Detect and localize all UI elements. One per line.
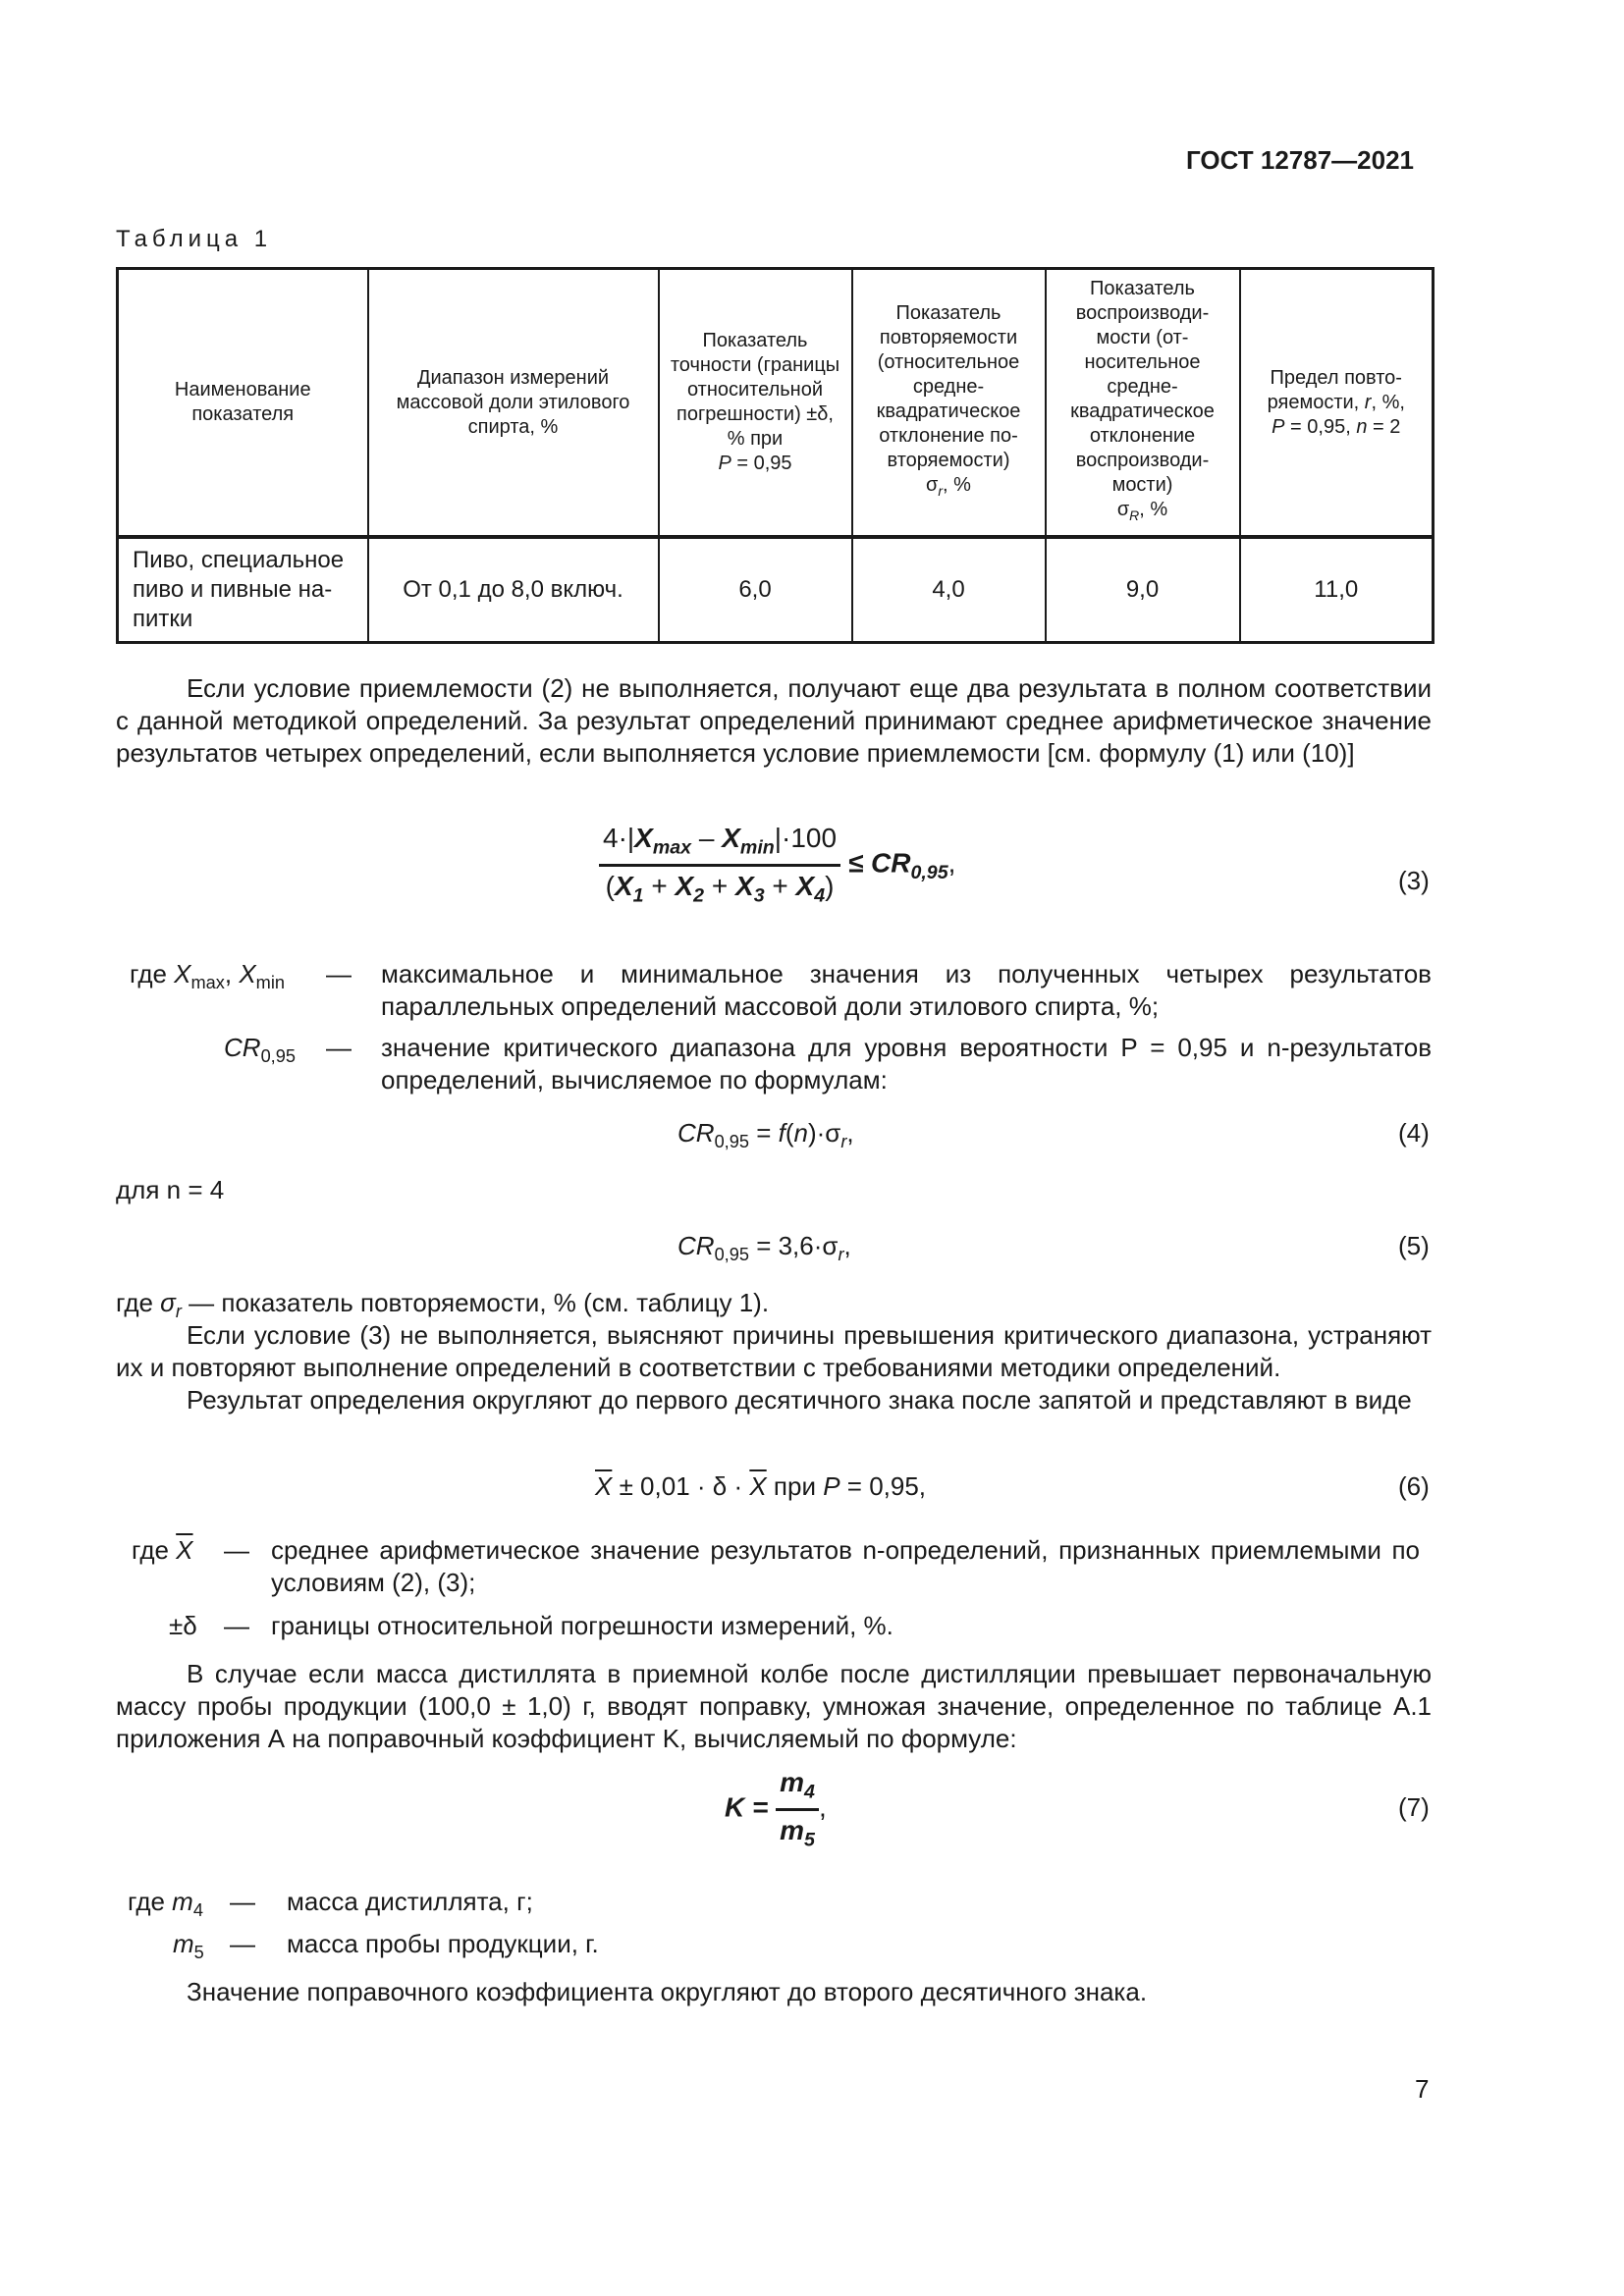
dash: — [230, 1887, 255, 1916]
header-cell-range: Диапазон измерений массовой доли этилового спирта, % [368, 269, 659, 537]
document-id: ГОСТ 12787—2021 [1186, 145, 1414, 175]
dash: — [224, 1535, 249, 1565]
table-cell: От 0,1 до 8,0 включ. [368, 538, 659, 643]
definition-xmax-xmin: максимальное и минимальное значения из полученных четырех результатов параллельных определений массовой доли этилового спирта, %; [381, 959, 1432, 1021]
symbol-m5: $m_5$ [173, 1929, 204, 1963]
definition-m4: масса дистиллята, г; [287, 1887, 533, 1916]
page-number: 7 [1415, 2074, 1430, 2104]
table-1 [116, 267, 1435, 644]
paragraph-2: Если условие (3) не выполняется, выясняют причины превышения критического диапазона, устраняют их и повторяют выполнение определений в соответствии с требованиями методики определений. [116, 1320, 1432, 1382]
equation-number-7: (7) [1398, 1792, 1430, 1822]
where-label-3: где $m_4$ [128, 1887, 203, 1921]
formula-6: $\overline{X} \pm 0,01 \cdot \delta \cdot \overline{X}$ при P = 0,95, [595, 1471, 927, 1501]
where-label-2: где $\overline{X}$ [132, 1535, 193, 1565]
formula-5: $CR_{0,95} = 3,6\cdot\sigma_r$, [677, 1231, 851, 1265]
header-cell-name: Наименование показателя [118, 269, 368, 537]
symbol-delta: ±δ [169, 1611, 197, 1640]
equation-number-5: (5) [1398, 1231, 1430, 1260]
for-n-label: для n = 4 [116, 1175, 225, 1204]
definition-cr: значение критического диапазона для уровня вероятности P = 0,95 и n-результатов определений, вычисляемое по формулам: [381, 1033, 1432, 1095]
dash: — [326, 959, 352, 988]
definition-xbar: среднее арифметическое значение результатов n-определений, признанных приемлемыми по условиям (2), (3); [271, 1535, 1420, 1597]
table-cell: 9,0 [1046, 538, 1240, 643]
symbol-cr: $CR_{0,95}$ [224, 1033, 296, 1067]
table-cell: 6,0 [659, 538, 852, 643]
dash: — [224, 1611, 249, 1640]
table-cell: 11,0 [1240, 538, 1434, 643]
equation-number-6: (6) [1398, 1471, 1430, 1501]
equation-number-3: (3) [1398, 866, 1430, 895]
header-cell-repeatability: Показатель повторяемости (относительное средне-квадратическое отклонение по-вторяемости) $\sigma_r$, % [852, 269, 1046, 537]
table-cell: Пиво, специальное пиво и пивные на-питки [118, 538, 368, 643]
sigma-definition: где $\sigma_r$ — показатель повторяемости, % (см. таблицу 1). [116, 1288, 770, 1322]
equation-number-4: (4) [1398, 1118, 1430, 1148]
paragraph-4: В случае если масса дистиллята в приемной колбе после дистилляции превышает первоначальную массу пробы продукции (100,0 ± 1,0) г, вводят поправку, умножая значение, определенное по таблице А.1 приложения А на поправочный коэффициент K, вычисляемый по формуле: [116, 1659, 1432, 1753]
paragraph-3: Результат определения округляют до первого десятичного знака после запятой и представляют в виде [187, 1385, 1412, 1415]
formula-3: $\frac{4\cdot|X_{max} - X_{min}|\cdot 100}{(X_1 + X_2 + X_3 + X_4)}$ ≤ $CR_{0,95}$, [599, 823, 955, 907]
table-caption: Таблица 1 [116, 226, 273, 252]
table-cell: 4,0 [852, 538, 1046, 643]
dash: — [326, 1033, 352, 1062]
header-cell-reproducibility: Показатель воспроизводи-мости (от-носительное средне-квадратическое отклонение воспроизводи-мости) $\sigma_R$, % [1046, 269, 1240, 537]
formula-7: K = $\frac{m_4}{m_5}$ , [725, 1767, 827, 1851]
formula-4: $CR_{0,95} = f(n)\cdot\sigma_r$, [677, 1118, 854, 1152]
definition-m5: масса пробы продукции, г. [287, 1929, 599, 1958]
paragraph-1: Если условие приемлемости (2) не выполняется, получают еще два результата в полном соответствии с данной методикой определений. За результат определений принимают среднее арифметическое значение результатов четырех определений, если выполняется условие приемлемости [см. формулу (1) или (10)] [116, 673, 1432, 768]
dash: — [230, 1929, 255, 1958]
paragraph-5: Значение поправочного коэффициента округляют до второго десятичного знака. [187, 1977, 1148, 2006]
header-cell-limit: Предел повто-ряемости, r, %, P = 0,95, n = 2 [1240, 269, 1434, 537]
table-row [118, 538, 1434, 643]
header-cell-accuracy: Показатель точности (границы относительной погрешности) ±δ, % при P = 0,95 [659, 269, 852, 537]
where-label-1: где $X_{max}$, $X_{min}$ [130, 959, 285, 993]
definition-delta: границы относительной погрешности измерений, %. [271, 1611, 893, 1640]
